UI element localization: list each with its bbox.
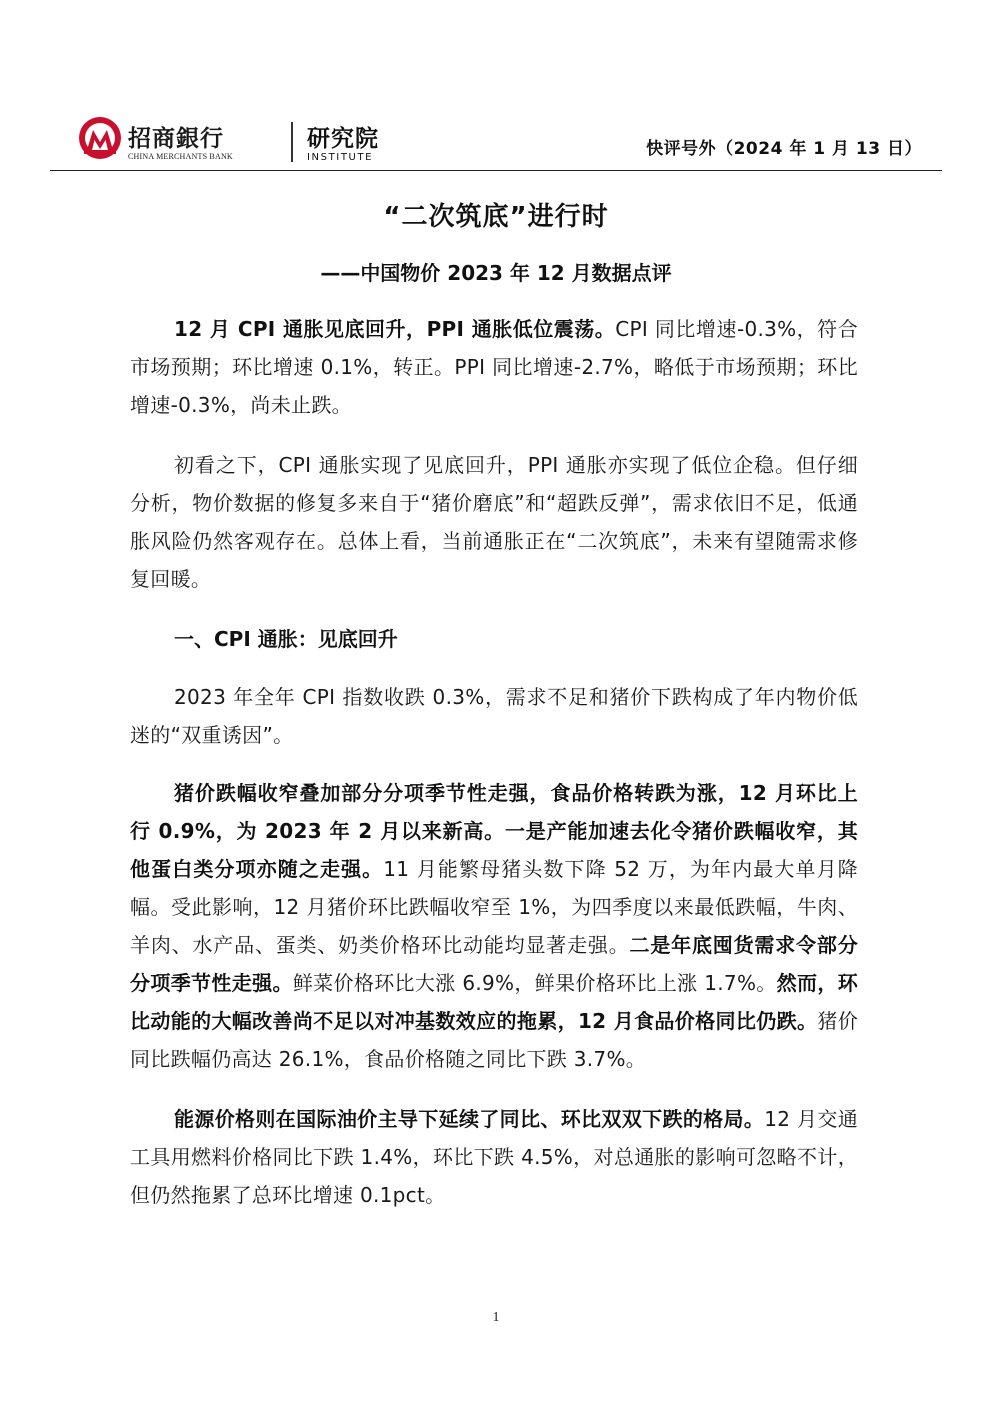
cmb-institute-logo (78, 116, 378, 168)
bank-name-cn: 招商銀行 (128, 126, 224, 152)
paragraph-energy-prices (130, 1100, 858, 1214)
food-bold-3: 然而，环比动能的大幅改善尚不足以对冲基数效应的拖累，12 月食品价格同比仍跌。 (130, 971, 859, 1033)
annual-cpi-text: 2023 年全年 CPI 指数收跌 0.3%，需求不足和猪价下跌构成了年内物价低迷的“双重诱因”。 (130, 685, 858, 747)
bank-name-en: CHINA MERCHANTS BANK (128, 152, 233, 161)
institute-name-cn: 研究院 (307, 126, 379, 152)
document-body (130, 310, 858, 1236)
cmb-logo-icon (78, 116, 122, 160)
energy-bold: 能源价格则在国际油价主导下延续了同比、环比双双下跌的格局。 (174, 1107, 765, 1131)
food-bold-1: 猪价跌幅收窄叠加部分分项季节性走强，食品价格转跌为涨，12 月环比上行 0.9%，为 2023 年 2 月以来新高。一是产能加速去化令猪价跌幅收窄，其他蛋白类分项亦随之走强。 (130, 781, 858, 881)
logo-divider (291, 122, 293, 162)
food-text-3: 猪价同比跌幅仍高达 26.1%，食品价格随之同比下跌 3.7%。 (130, 1009, 858, 1071)
paragraph-overview (130, 446, 858, 598)
paragraph-annual-cpi (130, 678, 858, 754)
food-text-1: 11 月能繁母猪头数下降 52 万，为年内最大单月降幅。受此影响，12 月猪价环比跌幅收窄至 1%，为四季度以来最低跌幅，牛肉、羊肉、水产品、蛋类、奶类价格环比动能均显著走强。 (130, 857, 858, 957)
summary-text: CPI 同比增速-0.3%，符合市场预期；环比增速 0.1%，转正。PPI 同比增速-2.7%，略低于市场预期；环比增速-0.3%，尚未止跌。 (130, 317, 858, 417)
report-header (50, 112, 942, 171)
food-text-2: 鲜菜价格环比大涨 6.9%，鲜果价格环比上涨 1.7%。 (292, 971, 777, 995)
page-number: 1 (492, 1310, 500, 1325)
overview-text: 初看之下，CPI 通胀实现了见底回升，PPI 通胀亦实现了低位企稳。但仔细分析，物价数据的修复多来自于“猪价磨底”和“超跌反弹”，需求依旧不足，低通胀风险仍然客观存在。总体上看，当前通胀正在“二次筑底”，未来有望随需求修复回暖。 (130, 453, 858, 591)
food-bold-2: 二是年底囤货需求令部分分项季节性走强。 (130, 933, 858, 995)
document-subtitle: ——中国物价 2023 年 12 月数据点评 (320, 261, 672, 285)
paragraph-summary (130, 310, 858, 424)
report-tag: 快评号外（2024 年 1 月 13 日） (646, 139, 922, 159)
institute-name-en: INSTITUTE (307, 152, 374, 163)
section-heading-cpi: 一、CPI 通胀：见底回升 (174, 627, 398, 651)
paragraph-food-prices (130, 774, 858, 1078)
energy-text: 12 月交通工具用燃料价格同比下跌 1.4%，环比下跌 4.5%，对总通胀的影响可忽略不计，但仍然拖累了总环比增速 0.1pct。 (130, 1107, 858, 1207)
document-title: “二次筑底”进行时 (383, 202, 609, 232)
summary-bold: 12 月 CPI 通胀见底回升，PPI 通胀低位震荡。 (174, 317, 616, 341)
